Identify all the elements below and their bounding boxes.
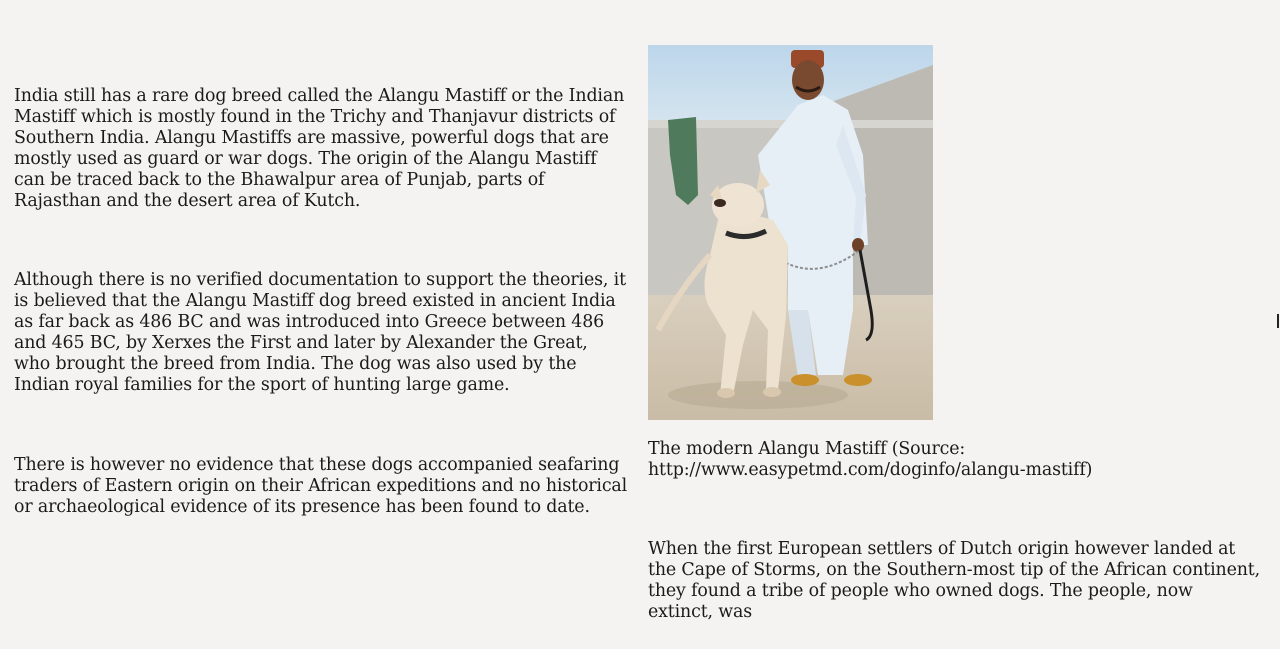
paragraph-no-evidence: There is however no evidence that these dogs accompanied seafaring traders of Eastern origin on their African expeditions and no historical or archaeological evidence of its presence has been found to date. — [14, 455, 628, 517]
photo-caption: The modern Alangu Mastiff (Source: http://www.easypetmd.com/doginfo/alangu-mastiff) — [648, 439, 1093, 480]
paragraph-alangu-intro: India still has a rare dog breed called the Alangu Mastiff or the Indian Mastiff which is mostly found in the Trichy and Thanjavur districts of Southern India. Alangu Mastiffs are massive, powerful dogs that are mostly used as guard or war dogs. The origin of the Alangu Mastiff can be traced back to the Bhawalpur area of Punjab, parts of Rajasthan and the desert area of Kutch. — [14, 86, 625, 211]
alangu-mastiff-photo — [648, 45, 933, 420]
paragraph-cape-of-storms: When the first European settlers of Dutch origin however landed at the Cape of Storms, on the Southern-most tip of the African continent, they found a tribe of people who owned dogs. The people, now extinct, was — [648, 539, 1261, 622]
paragraph-history: Although there is no verified documentation to support the theories, it is believed that the Alangu Mastiff dog breed existed in ancient India as far back as 486 BC and was introduced into Greece between 486 and 465 BC, by Xerxes the First and later by Alexander the Great, who brought the breed from India. The dog was also used by the Indian royal families for the sport of hunting large game. — [14, 270, 626, 395]
text-cursor-mark — [1277, 314, 1279, 328]
